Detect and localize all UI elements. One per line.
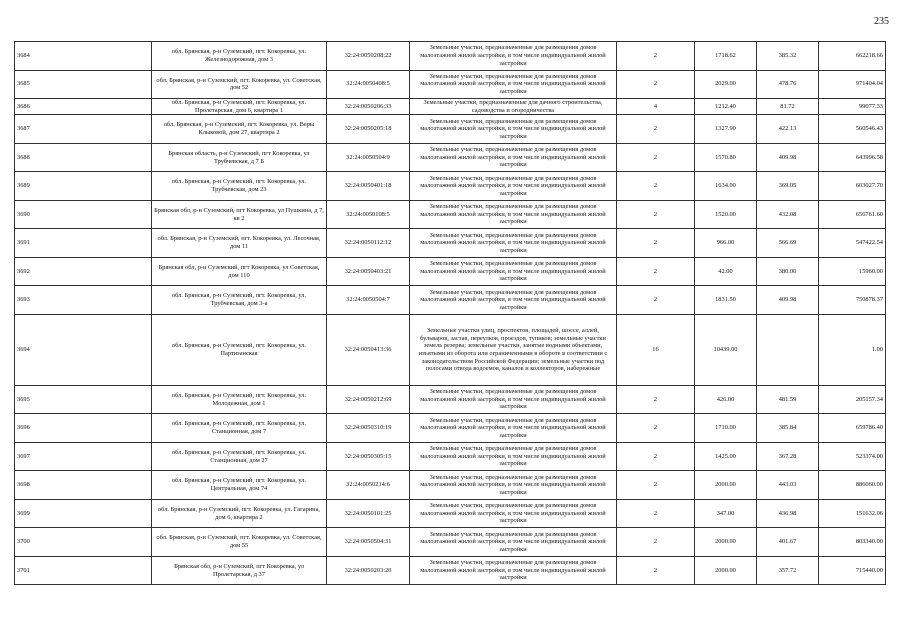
land-use-cell: Земельные участки, предназначенные для размещения домов малоэтажной жилой застройки, в том числе индивидуальной жилой застройки xyxy=(410,70,617,99)
row-number: 3689 xyxy=(15,172,152,201)
row-number: 3693 xyxy=(15,286,152,315)
area-cell: 2000.00 xyxy=(695,471,757,500)
cadastral-number-cell: 32:24:0050112:12 xyxy=(327,229,410,258)
specific-value-cell: 443.03 xyxy=(757,471,819,500)
cadastral-value-cell: 523374.00 xyxy=(819,442,886,471)
cadastral-number-cell: 32:24:0050310:19 xyxy=(327,414,410,443)
cadastral-number-cell: 32:24:0050305:15 xyxy=(327,442,410,471)
cadastral-number-cell: 32:24:0050203:20 xyxy=(327,556,410,585)
area-cell: 2029.00 xyxy=(695,70,757,99)
address-cell: обл. Брянская, р-н Суземский, пгт. Кокоревка, ул. Гагарина, дом 6, квартира 2 xyxy=(152,499,327,528)
area-cell: 1718.62 xyxy=(695,42,757,71)
use-group-cell: 2 xyxy=(617,257,695,286)
cadastral-value-cell: 1.00 xyxy=(819,314,886,385)
use-group-cell: 2 xyxy=(617,442,695,471)
cadastral-value-cell: 886060.00 xyxy=(819,471,886,500)
specific-value-cell: 432.08 xyxy=(757,200,819,229)
row-number: 3690 xyxy=(15,200,152,229)
cadastral-number-cell: 32:24:0050212:69 xyxy=(327,385,410,414)
row-number: 3695 xyxy=(15,385,152,414)
row-number: 3685 xyxy=(15,70,152,99)
table-row xyxy=(15,99,886,115)
specific-value-cell: 409.98 xyxy=(757,143,819,172)
row-number: 3694 xyxy=(15,314,152,385)
address-cell: обл. Брянская, р-н Суземский, пгт. Кокоревка, ул. Железнодорожная, дом 3 xyxy=(152,42,327,71)
cadastral-value-cell: 560546.43 xyxy=(819,115,886,144)
area-cell: 1212.40 xyxy=(695,99,757,115)
row-number: 3686 xyxy=(15,99,152,115)
land-use-cell: Земельные участки, предназначенные для размещения домов малоэтажной жилой застройки, в том числе индивидуальной жилой застройки xyxy=(410,257,617,286)
address-cell: Брянская обл, р-н Суземский, пгт Кокоревка, ул Пролетарская, д 37 xyxy=(152,556,327,585)
land-use-cell: Земельные участки, предназначенные для размещения домов малоэтажной жилой застройки, в том числе индивидуальной жилой застройки xyxy=(410,172,617,201)
specific-value-cell: 385.84 xyxy=(757,414,819,443)
cadastral-number-cell: 32:24:0050408:5 xyxy=(327,70,410,99)
row-number: 3697 xyxy=(15,442,152,471)
address-cell: обл. Брянская, р-н Суземский, пгт. Кокоревка, ул. Молодежная, дом 1 xyxy=(152,385,327,414)
address-cell: обл. Брянская, р-н Суземский, пгт. Кокоревка, ул. Веры Клыковой, дом 27, квартира 2 xyxy=(152,115,327,144)
address-cell: Брянская область, р-н Суземский, пгт Кокоревка, ул Трубчевская, д 7 Б xyxy=(152,143,327,172)
cadastral-value-cell: 151632.06 xyxy=(819,499,886,528)
area-cell: 1831.50 xyxy=(695,286,757,315)
area-cell: 42.00 xyxy=(695,257,757,286)
use-group-cell: 2 xyxy=(617,471,695,500)
cadastral-value-cell: 715440.00 xyxy=(819,556,886,585)
table-row xyxy=(15,499,886,528)
land-use-cell: Земельные участки, предназначенные для размещения домов малоэтажной жилой застройки, в том числе индивидуальной жилой застройки xyxy=(410,442,617,471)
cadastral-value-cell: 15960.00 xyxy=(819,257,886,286)
specific-value-cell: 367.28 xyxy=(757,442,819,471)
table-row xyxy=(15,172,886,201)
table-body xyxy=(15,42,886,585)
specific-value-cell: 357.72 xyxy=(757,556,819,585)
area-cell: 10439.00 xyxy=(695,314,757,385)
use-group-cell: 2 xyxy=(617,229,695,258)
cadastral-number-cell: 32:24:0050403:21 xyxy=(327,257,410,286)
address-cell: обл. Брянская, р-н Суземский, пгт. Кокоревка, ул. Лесочная, дом 11 xyxy=(152,229,327,258)
cadastral-value-cell: 547422.54 xyxy=(819,229,886,258)
cadastral-value-cell: 750878.37 xyxy=(819,286,886,315)
specific-value-cell: 401.67 xyxy=(757,528,819,557)
land-use-cell: Земельные участки, предназначенные для размещения домов малоэтажной жилой застройки, в том числе индивидуальной жилой застройки xyxy=(410,229,617,258)
row-number: 3692 xyxy=(15,257,152,286)
table-row xyxy=(15,414,886,443)
address-cell: обл. Брянская, р-н Суземский, пгт. Кокоревка, ул. Станционная, дом 27 xyxy=(152,442,327,471)
cadastral-number-cell: 32:24:0050214:6 xyxy=(327,471,410,500)
use-group-cell: 2 xyxy=(617,499,695,528)
area-cell: 1634.00 xyxy=(695,172,757,201)
table-row xyxy=(15,528,886,557)
land-use-cell: Земельные участки, предназначенные для размещения домов малоэтажной жилой застройки, в том числе индивидуальной жилой застройки xyxy=(410,286,617,315)
area-cell: 2000.00 xyxy=(695,528,757,557)
area-cell: 1570.80 xyxy=(695,143,757,172)
cadastral-number-cell: 32:24:0050206:33 xyxy=(327,99,410,115)
row-number: 3696 xyxy=(15,414,152,443)
land-use-cell: Земельные участки, предназначенные для размещения домов малоэтажной жилой застройки, в том числе индивидуальной жилой застройки xyxy=(410,471,617,500)
cadastral-number-cell: 32:24:0050413:36 xyxy=(327,314,410,385)
specific-value-cell: 436.98 xyxy=(757,499,819,528)
cadastral-value-table xyxy=(14,41,886,585)
area-cell: 1425.00 xyxy=(695,442,757,471)
table-row xyxy=(15,115,886,144)
row-number: 3701 xyxy=(15,556,152,585)
table-row xyxy=(15,556,886,585)
specific-value-cell xyxy=(757,314,819,385)
row-number: 3684 xyxy=(15,42,152,71)
cadastral-value-cell: 643996.58 xyxy=(819,143,886,172)
land-use-cell: Земельные участки, предназначенные для размещения домов малоэтажной жилой застройки, в том числе индивидуальной жилой застройки xyxy=(410,200,617,229)
cadastral-number-cell: 32:24:0050504:7 xyxy=(327,286,410,315)
address-cell: Брянская обл, р-н Суземский, пгт Кокоревка, ул Пушкина, д 7, кв 2 xyxy=(152,200,327,229)
land-use-cell: Земельные участки, предназначенные для размещения домов малоэтажной жилой застройки, в том числе индивидуальной жилой застройки xyxy=(410,385,617,414)
specific-value-cell: 566.69 xyxy=(757,229,819,258)
specific-value-cell: 369.05 xyxy=(757,172,819,201)
table-row xyxy=(15,257,886,286)
row-number: 3691 xyxy=(15,229,152,258)
land-use-cell: Земельные участки, предназначенные для размещения домов малоэтажной жилой застройки, в том числе индивидуальной жилой застройки xyxy=(410,528,617,557)
use-group-cell: 4 xyxy=(617,99,695,115)
land-use-cell: Земельные участки, предназначенные для размещения домов малоэтажной жилой застройки, в том числе индивидуальной жилой застройки xyxy=(410,556,617,585)
address-cell: обл. Брянская, р-н Суземский, пгт. Кокоревка, ул. Центральная, дом 74 xyxy=(152,471,327,500)
area-cell: 2000.00 xyxy=(695,556,757,585)
cadastral-number-cell: 32:24:0050208:22 xyxy=(327,42,410,71)
row-number: 3698 xyxy=(15,471,152,500)
land-use-cell: Земельные участки, предназначенные для размещения домов малоэтажной жилой застройки, в том числе индивидуальной жилой застройки xyxy=(410,143,617,172)
specific-value-cell: 478.76 xyxy=(757,70,819,99)
specific-value-cell: 81.72 xyxy=(757,99,819,115)
table-row xyxy=(15,143,886,172)
cadastral-value-cell: 971404.04 xyxy=(819,70,886,99)
use-group-cell: 2 xyxy=(617,286,695,315)
address-cell: обл. Брянская, р-н Суземский, пгт. Кокоревка, ул. Советская, дом 52 xyxy=(152,70,327,99)
use-group-cell: 2 xyxy=(617,385,695,414)
table-row xyxy=(15,229,886,258)
use-group-cell: 2 xyxy=(617,200,695,229)
land-use-cell: Земельные участки, предназначенные для размещения домов малоэтажной жилой застройки, в том числе индивидуальной жилой застройки xyxy=(410,414,617,443)
row-number: 3687 xyxy=(15,115,152,144)
use-group-cell: 2 xyxy=(617,556,695,585)
specific-value-cell: 380.00 xyxy=(757,257,819,286)
page-number: 235 xyxy=(874,16,889,27)
address-cell: Брянская обл, р-н Суземский, пгт Кокоревка, ул Советская, дом 110 xyxy=(152,257,327,286)
use-group-cell: 2 xyxy=(617,414,695,443)
address-cell: обл. Брянская, р-н Суземский, пгт. Кокоревка, ул. Станционная, дом 7 xyxy=(152,414,327,443)
cadastral-value-cell: 659786.40 xyxy=(819,414,886,443)
cadastral-number-cell: 32:24:0050205:18 xyxy=(327,115,410,144)
area-cell: 1520.00 xyxy=(695,200,757,229)
area-cell: 966.00 xyxy=(695,229,757,258)
area-cell: 1327.90 xyxy=(695,115,757,144)
land-use-cell: Земельные участки, предназначенные для дачного строительства, садоводства и огородничества xyxy=(410,99,617,115)
row-number: 3688 xyxy=(15,143,152,172)
use-group-cell: 16 xyxy=(617,314,695,385)
use-group-cell: 2 xyxy=(617,143,695,172)
cadastral-value-cell: 803340.00 xyxy=(819,528,886,557)
cadastral-value-cell: 662218.66 xyxy=(819,42,886,71)
land-use-cell: Земельные участки улиц, проспектов, площадей, шоссе, аллей, бульваров, застав, переулков, проездов, тупиков; земельные участки земель резерва; земельные участки, занятые водными объектами, изъятыми из оборота или ограниченными в обороте в соответствии с законодательством Российской Федерации; земельные участки под полосами отвода водоемов, каналов и коллекторов, набережные xyxy=(410,314,617,385)
area-cell: 426.00 xyxy=(695,385,757,414)
specific-value-cell: 409.98 xyxy=(757,286,819,315)
table-row xyxy=(15,385,886,414)
cadastral-number-cell: 32:24:0050108:5 xyxy=(327,200,410,229)
use-group-cell: 2 xyxy=(617,172,695,201)
address-cell: обл. Брянская, р-н Суземский, пгт. Кокоревка, ул. Пролетарская, дом 6, квартира 1 xyxy=(152,99,327,115)
table-row xyxy=(15,42,886,71)
address-cell: обл. Брянская, р-н Суземский, пгт. Кокоревка, ул. Советская, дом 55 xyxy=(152,528,327,557)
address-cell: обл. Брянская, р-н Суземский, пгт. Кокоревка, ул. Трубчевская, дом 3-а xyxy=(152,286,327,315)
cadastral-value-cell: 99077.33 xyxy=(819,99,886,115)
cadastral-number-cell: 32:24:0050504:31 xyxy=(327,528,410,557)
specific-value-cell: 385.32 xyxy=(757,42,819,71)
specific-value-cell: 422.13 xyxy=(757,115,819,144)
land-use-cell: Земельные участки, предназначенные для размещения домов малоэтажной жилой застройки, в том числе индивидуальной жилой застройки xyxy=(410,499,617,528)
table-row xyxy=(15,471,886,500)
area-cell: 347.00 xyxy=(695,499,757,528)
use-group-cell: 2 xyxy=(617,70,695,99)
cadastral-number-cell: 32:24:0050504:9 xyxy=(327,143,410,172)
address-cell: обл. Брянская, р-н Суземский, пгт. Кокоревка, ул. Партизанская xyxy=(152,314,327,385)
table-row xyxy=(15,314,886,385)
specific-value-cell: 481.59 xyxy=(757,385,819,414)
use-group-cell: 2 xyxy=(617,115,695,144)
use-group-cell: 2 xyxy=(617,528,695,557)
cadastral-number-cell: 32:24:0050101:25 xyxy=(327,499,410,528)
table-row xyxy=(15,70,886,99)
use-group-cell: 2 xyxy=(617,42,695,71)
land-use-cell: Земельные участки, предназначенные для размещения домов малоэтажной жилой застройки, в том числе индивидуальной жилой застройки xyxy=(410,42,617,71)
area-cell: 1710.00 xyxy=(695,414,757,443)
address-cell: обл. Брянская, р-н Суземский, пгт. Кокоревка, ул. Трубчевская, дом 23 xyxy=(152,172,327,201)
table-row xyxy=(15,442,886,471)
table-row xyxy=(15,286,886,315)
cadastral-number-cell: 32:24:0050401:18 xyxy=(327,172,410,201)
land-use-cell: Земельные участки, предназначенные для размещения домов малоэтажной жилой застройки, в том числе индивидуальной жилой застройки xyxy=(410,115,617,144)
cadastral-value-cell: 603027.70 xyxy=(819,172,886,201)
cadastral-value-cell: 656761.60 xyxy=(819,200,886,229)
row-number: 3699 xyxy=(15,499,152,528)
table-row xyxy=(15,200,886,229)
row-number: 3700 xyxy=(15,528,152,557)
cadastral-value-cell: 205157.34 xyxy=(819,385,886,414)
